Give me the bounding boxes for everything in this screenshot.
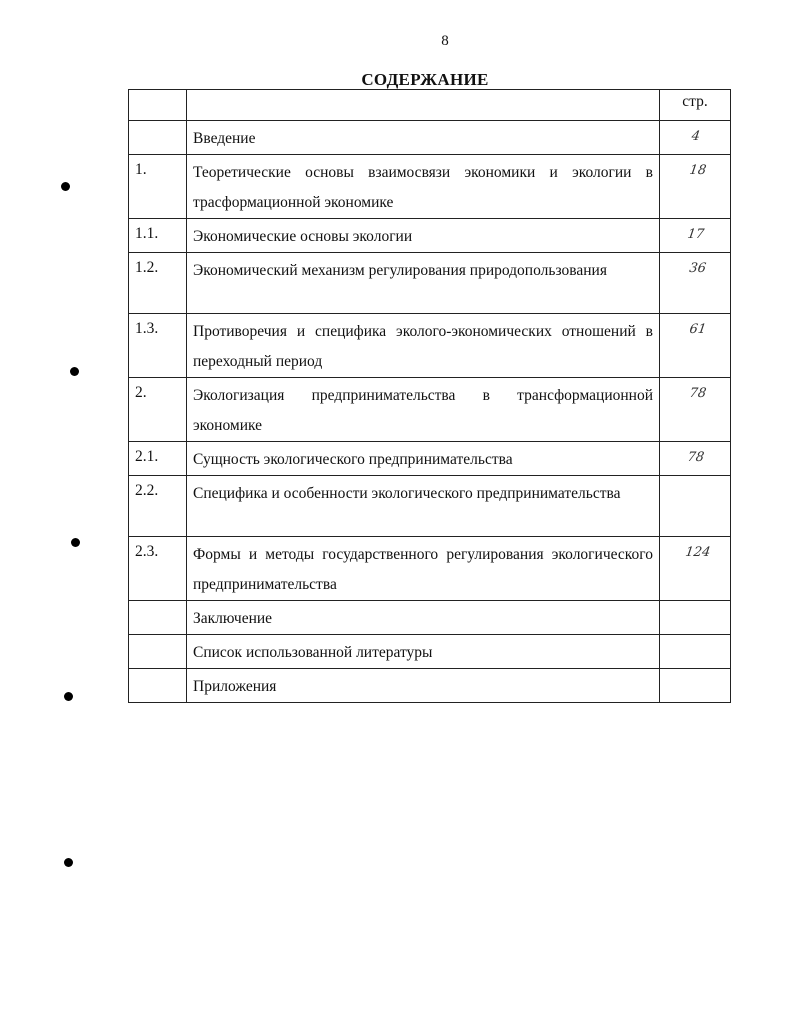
table-row bbox=[129, 669, 731, 703]
section-number: 2.3. bbox=[129, 537, 187, 601]
table-row bbox=[129, 314, 731, 378]
table-row bbox=[129, 219, 731, 253]
section-page: 4 bbox=[657, 121, 733, 155]
section-title: Теоретические основы взаимосвязи экономики и экологии в трасформационной экономике bbox=[187, 155, 660, 219]
section-page: 17 bbox=[657, 219, 733, 253]
header-title-cell bbox=[187, 90, 660, 121]
section-title: Противоречия и специфика эколого-экономических отношений в переходный период bbox=[187, 314, 660, 378]
section-number: 2.2. bbox=[129, 476, 187, 537]
section-title: Сущность экологического предпринимательства bbox=[187, 442, 660, 476]
binding-hole-mark bbox=[64, 858, 73, 867]
section-number bbox=[129, 601, 187, 635]
section-number: 1.1. bbox=[129, 219, 187, 253]
section-page: 78 bbox=[657, 442, 733, 476]
section-title: Список использованной литературы bbox=[187, 635, 660, 669]
table-of-contents bbox=[128, 89, 731, 703]
table-row bbox=[129, 253, 731, 314]
section-number: 2.1. bbox=[129, 442, 187, 476]
table-row bbox=[129, 378, 731, 442]
table-row bbox=[129, 476, 731, 537]
section-title: Экономический механизм регулирования природопользования bbox=[187, 253, 660, 314]
table-row bbox=[129, 442, 731, 476]
section-number: 1.2. bbox=[129, 253, 187, 314]
section-page bbox=[657, 669, 733, 703]
header-page-cell: стр. bbox=[660, 90, 731, 121]
section-number: 1.3. bbox=[129, 314, 187, 378]
section-number bbox=[129, 121, 187, 155]
table-header-row bbox=[129, 90, 731, 121]
binding-hole-mark bbox=[61, 182, 70, 191]
binding-hole-mark bbox=[70, 367, 79, 376]
section-title: Приложения bbox=[187, 669, 660, 703]
section-title: Специфика и особенности экологического предпринимательства bbox=[187, 476, 660, 537]
section-page: 124 bbox=[655, 537, 735, 601]
binding-hole-mark bbox=[64, 692, 73, 701]
section-page: 78 bbox=[655, 378, 735, 442]
section-title: Формы и методы государственного регулирования экологического предпринимательства bbox=[187, 537, 660, 601]
table-row bbox=[129, 121, 731, 155]
section-number: 1. bbox=[129, 155, 187, 219]
page-title: СОДЕРЖАНИЕ bbox=[361, 70, 489, 89]
section-title: Введение bbox=[187, 121, 660, 155]
table-row bbox=[129, 155, 731, 219]
section-number: 2. bbox=[129, 378, 187, 442]
section-page: 18 bbox=[655, 155, 735, 219]
table-row bbox=[129, 601, 731, 635]
section-number bbox=[129, 669, 187, 703]
section-number bbox=[129, 635, 187, 669]
page-number: 8 bbox=[441, 33, 449, 49]
table-row bbox=[129, 635, 731, 669]
binding-hole-mark bbox=[71, 538, 80, 547]
section-page bbox=[657, 635, 733, 669]
section-title: Экономические основы экологии bbox=[187, 219, 660, 253]
section-title: Экологизация предпринимательства в трансформационной экономике bbox=[187, 378, 660, 442]
section-page: 36 bbox=[655, 253, 735, 314]
section-page bbox=[655, 476, 735, 537]
section-title: Заключение bbox=[187, 601, 660, 635]
table-row bbox=[129, 537, 731, 601]
section-page: 61 bbox=[655, 314, 735, 378]
section-page bbox=[657, 601, 733, 635]
header-num-cell bbox=[129, 90, 187, 121]
